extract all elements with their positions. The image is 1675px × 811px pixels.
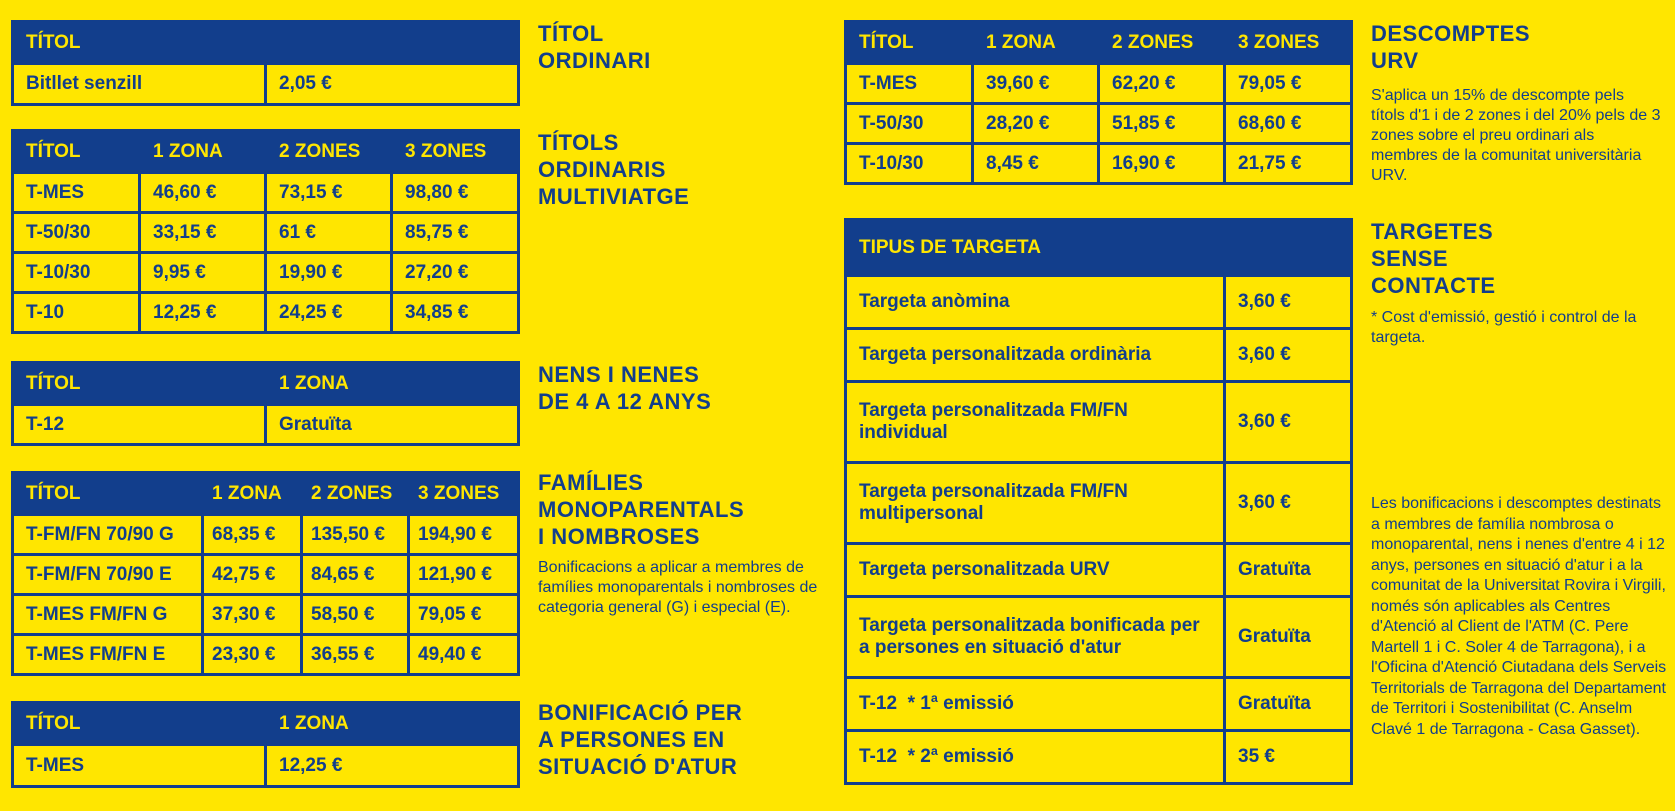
table-cell: 68,60 € (1225, 104, 1352, 144)
table-row (13, 635, 519, 675)
table-cell: 12,25 € (140, 293, 266, 333)
nens-header-titol: TÍTOL (13, 363, 266, 405)
multiviatge-header-2zones: 2 ZONES (266, 131, 392, 173)
table-row (13, 515, 519, 555)
table-cell: T-12 * 1ª emissió (846, 678, 1225, 731)
table-cell: 3,60 € (1225, 382, 1352, 463)
urv-table (844, 20, 1353, 185)
table-row (846, 678, 1352, 731)
table-cell: 135,50 € (302, 515, 409, 555)
targetes-heading: TARGETES SENSE CONTACTE (1371, 219, 1496, 298)
table-row (846, 382, 1352, 463)
multiviatge-header-1zona: 1 ZONA (140, 131, 266, 173)
table-cell: Gratuïta (1225, 678, 1352, 731)
table-cell: Targeta personalitzada bonificada per a persones en situació d'atur (846, 597, 1225, 678)
table-cell: 24,25 € (266, 293, 392, 333)
table-cell: T-10/30 (13, 253, 140, 293)
families-header-2zones: 2 ZONES (302, 473, 409, 515)
table-cell: 73,15 € (266, 173, 392, 213)
table-cell: 98,80 € (392, 173, 519, 213)
multiviatge-heading: TÍTOLS ORDINARIS MULTIVIATGE (538, 130, 690, 209)
table-cell: 62,20 € (1099, 64, 1225, 104)
table-cell: Gratuïta (1225, 597, 1352, 678)
table-row (846, 144, 1352, 184)
table-cell: 39,60 € (973, 64, 1099, 104)
table-row (846, 104, 1352, 144)
table-cell: Targeta personalitzada FM/FN multipersonal (846, 463, 1225, 544)
table-row (13, 293, 519, 333)
targetes-table (844, 218, 1353, 785)
table-row (13, 253, 519, 293)
table-cell: Targeta personalitzada FM/FN individual (846, 382, 1225, 463)
families-heading: FAMÍLIES MONOPARENTALS I NOMBROSES (538, 470, 745, 549)
atur-header-titol: TÍTOL (13, 703, 266, 745)
table-cell: 58,50 € (302, 595, 409, 635)
table-cell: 9,95 € (140, 253, 266, 293)
table-row (846, 329, 1352, 382)
urv-header-2zones: 2 ZONES (1099, 22, 1225, 64)
targetes-header: TIPUS DE TARGETA (846, 220, 1352, 276)
ordinari-title-cell: Bitllet senzill (13, 64, 266, 105)
table-cell: T-10 (13, 293, 140, 333)
table-cell: T-10/30 (846, 144, 973, 184)
table-cell: 79,05 € (409, 595, 519, 635)
bonificacions-note: Les bonificacions i descomptes destinats a membres de família nombrosa o monoparental, nens i nenes d'entre 4 i 12 anys, persones en situació d'atur i a la comunitat de la Universitat Rovira i Virgili, només són aplicables als Centres d'Atenció al Client de l'ATM (C. Pere Martell 1 i C. Soler 4 de Tarragona), i a l'Oficina d'Atenció Ciutadana dels Serveis Territorials de Tarragona del Departament de Territori i Sostenibilitat (C. Anselm Clavé 1 de Tarragona - Casa Gasset). (1371, 495, 1667, 738)
table-cell: 8,45 € (973, 144, 1099, 184)
table-row (846, 64, 1352, 104)
table-row (846, 544, 1352, 597)
families-header-3zones: 3 ZONES (409, 473, 519, 515)
table-cell: 121,90 € (409, 555, 519, 595)
multiviatge-header-3zones: 3 ZONES (392, 131, 519, 173)
table-cell: 28,20 € (973, 104, 1099, 144)
table-row (13, 405, 519, 445)
families-header-1zona: 1 ZONA (203, 473, 302, 515)
table-cell: 35 € (1225, 731, 1352, 784)
ordinari-header: TÍTOL (13, 22, 519, 64)
table-cell: 19,90 € (266, 253, 392, 293)
ordinari-heading: TÍTOL ORDINARI (538, 21, 651, 73)
table-cell: 37,30 € (203, 595, 302, 635)
table-cell: 84,65 € (302, 555, 409, 595)
table-cell: 61 € (266, 213, 392, 253)
table-row (13, 173, 519, 213)
table-cell: Targeta personalitzada URV (846, 544, 1225, 597)
table-row (13, 745, 519, 787)
table-cell: T-MES FM/FN E (13, 635, 203, 675)
table-cell: 33,15 € (140, 213, 266, 253)
atur-table (11, 701, 520, 788)
nens-header-1zona: 1 ZONA (266, 363, 519, 405)
table-cell: T-MES (846, 64, 973, 104)
urv-header-1zona: 1 ZONA (973, 22, 1099, 64)
atur-heading: BONIFICACIÓ PER A PERSONES EN SITUACIÓ D'ATUR (538, 700, 743, 779)
table-cell: 21,75 € (1225, 144, 1352, 184)
nens-heading: NENS I NENES DE 4 A 12 ANYS (538, 362, 712, 414)
table-cell: T-12 * 2ª emissió (846, 731, 1225, 784)
targetes-note: * Cost d'emissió, gestió i control de la targeta. (1371, 309, 1637, 346)
urv-header-titol: TÍTOL (846, 22, 973, 64)
urv-header-3zones: 3 ZONES (1225, 22, 1352, 64)
table-cell: 3,60 € (1225, 329, 1352, 382)
ordinari-table (11, 20, 520, 106)
table-cell: T-MES (13, 173, 140, 213)
table-cell: 194,90 € (409, 515, 519, 555)
families-table (11, 471, 520, 676)
table-cell: 79,05 € (1225, 64, 1352, 104)
table-cell: T-FM/FN 70/90 G (13, 515, 203, 555)
urv-note: S'aplica un 15% de descompte pels títols d'1 i de 2 zones i del 20% pels de 3 zones sobre el preu ordinari als membres de la comunitat universitària URV. (1371, 87, 1661, 184)
table-cell: 12,25 € (266, 745, 519, 787)
table-cell: 51,85 € (1099, 104, 1225, 144)
table-cell: Gratuïta (1225, 544, 1352, 597)
multiviatge-header-titol: TÍTOL (13, 131, 140, 173)
table-cell: T-MES (13, 745, 266, 787)
table-cell: T-50/30 (846, 104, 973, 144)
table-cell: T-50/30 (13, 213, 140, 253)
table-row (13, 555, 519, 595)
families-header-titol: TÍTOL (13, 473, 203, 515)
table-row (13, 213, 519, 253)
table-row (846, 731, 1352, 784)
table-cell: 16,90 € (1099, 144, 1225, 184)
table-cell: 68,35 € (203, 515, 302, 555)
ordinari-price-cell: 2,05 € (266, 64, 519, 105)
table-cell: 3,60 € (1225, 276, 1352, 329)
table-row (846, 597, 1352, 678)
atur-header-1zona: 1 ZONA (266, 703, 519, 745)
table-cell: 3,60 € (1225, 463, 1352, 544)
urv-heading: DESCOMPTES URV (1371, 21, 1531, 73)
table-cell: 36,55 € (302, 635, 409, 675)
table-cell: 23,30 € (203, 635, 302, 675)
table-cell: 27,20 € (392, 253, 519, 293)
table-cell: Targeta personalitzada ordinària (846, 329, 1225, 382)
table-cell: 34,85 € (392, 293, 519, 333)
table-cell: 49,40 € (409, 635, 519, 675)
table-cell: 85,75 € (392, 213, 519, 253)
table-cell: T-MES FM/FN G (13, 595, 203, 635)
multiviatge-table (11, 129, 520, 334)
table-row (13, 595, 519, 635)
table-row (846, 463, 1352, 544)
table-cell: T-FM/FN 70/90 E (13, 555, 203, 595)
table-cell: Targeta anòmina (846, 276, 1225, 329)
table-row (846, 276, 1352, 329)
table-cell: 42,75 € (203, 555, 302, 595)
table-cell: 46,60 € (140, 173, 266, 213)
table-cell: T-12 (13, 405, 266, 445)
nens-table (11, 361, 520, 446)
table-cell: Gratuïta (266, 405, 519, 445)
families-note: Bonificacions a aplicar a membres de famílies monoparentals i nombroses de categoria general (G) i especial (E). (538, 559, 818, 616)
